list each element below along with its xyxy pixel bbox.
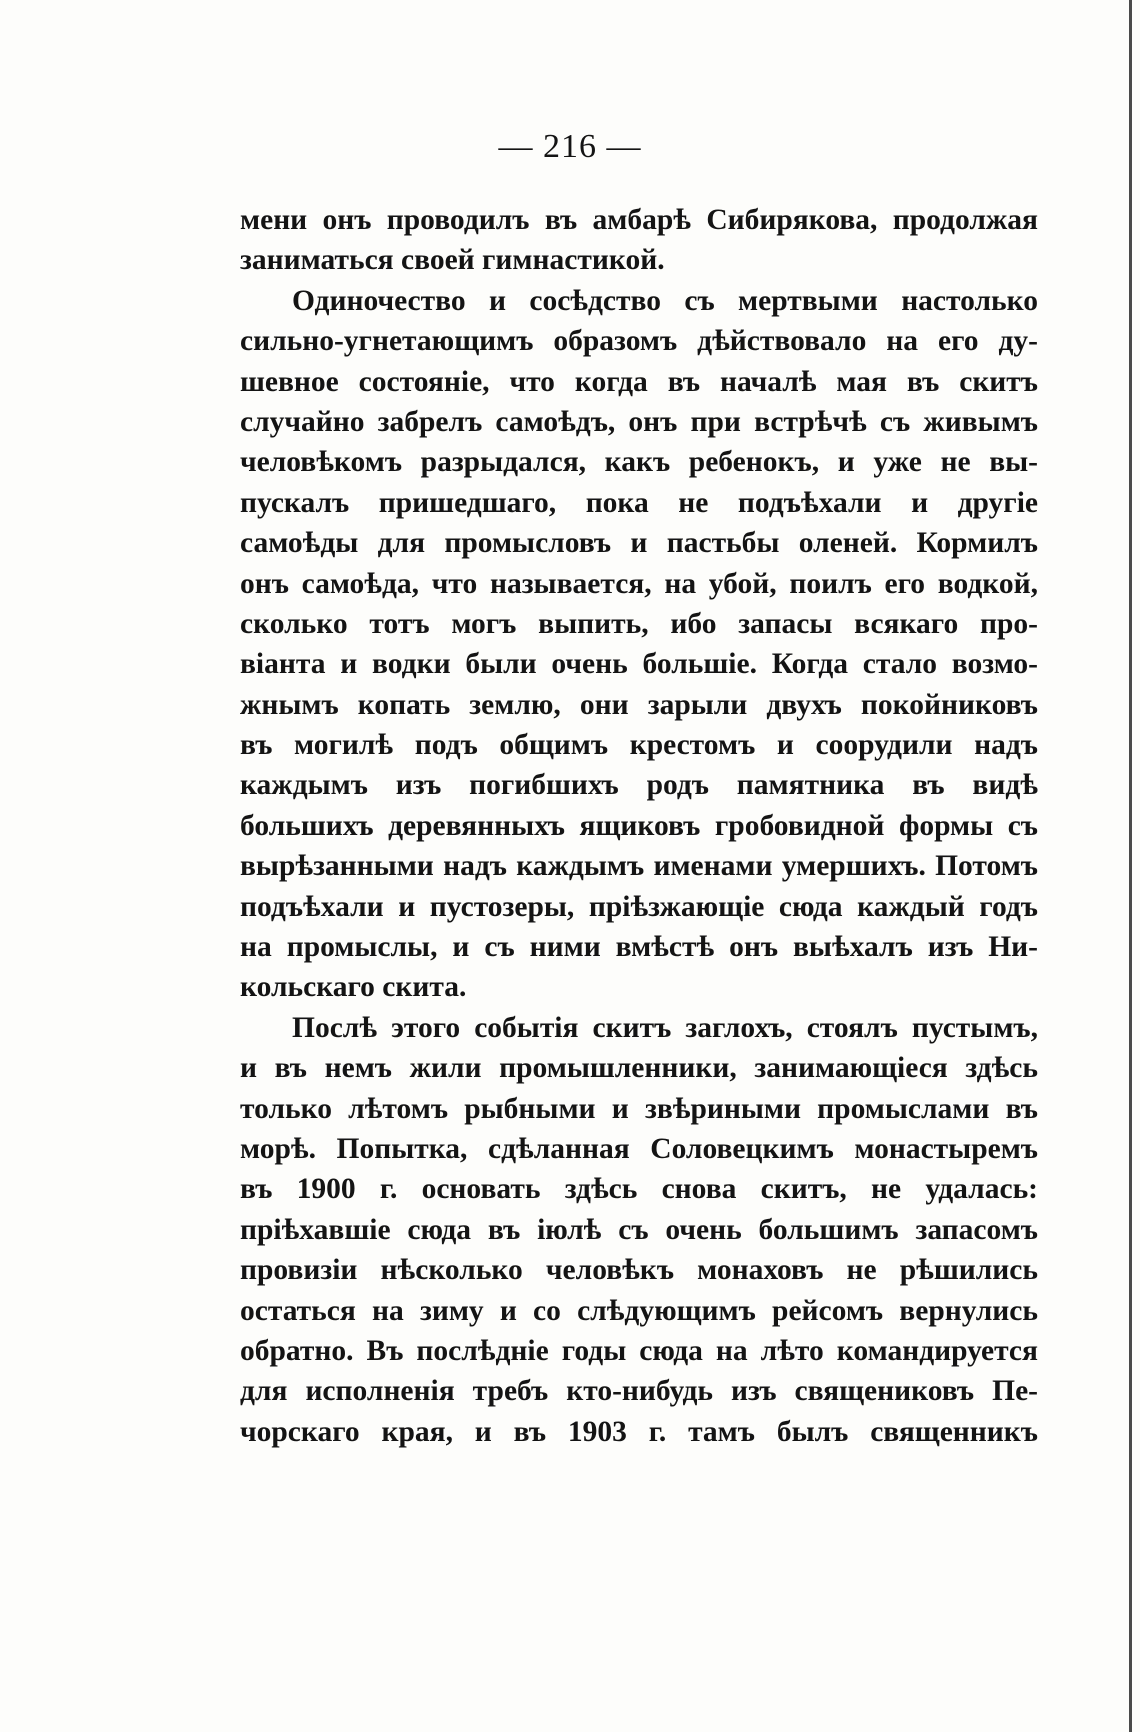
text-line: Одиночество и сосѣдство съ мертвыми настолько: [292, 284, 1038, 317]
page-number: — 216 —: [498, 128, 642, 165]
text-line: и въ немъ жили промышленники, занимающіеся здѣсь: [240, 1052, 1038, 1085]
text-line: самоѣды для промысловъ и пастьбы оленей. Кормилъ: [240, 527, 1038, 560]
text-line: случайно забрелъ самоѣдъ, онъ при встрѣчѣ съ живымъ: [240, 405, 1038, 438]
body-text: [240, 200, 1038, 1452]
text-line: сколько тотъ могъ выпить, ибо запасы всякаго про-: [240, 607, 1038, 640]
text-line: мени онъ проводилъ въ амбарѣ Сибирякова, продолжая: [240, 204, 1038, 236]
text-line: сильно-угнетающимъ образомъ дѣйствовало на его ду-: [240, 325, 1038, 358]
text-line: жнымъ копать землю, они зарыли двухъ покойниковъ: [240, 688, 1038, 721]
text-line: пускалъ пришедшаго, пока не подъѣхали и другіе: [240, 486, 1038, 519]
text-line: морѣ. Попытка, сдѣланная Соловецкимъ монастыремъ: [240, 1132, 1038, 1165]
text-line: провизіи нѣсколько человѣкъ монаховъ не рѣшились: [240, 1254, 1038, 1287]
text-line: подъѣхали и пустозеры, пріѣзжающіе сюда каждый годъ: [240, 890, 1038, 923]
text-line: кольскаго скита.: [240, 971, 467, 1004]
text-line: онъ самоѣда, что называется, на убой, поилъ его водкой,: [240, 567, 1038, 600]
text-line: шевное состояніе, что когда въ началѣ мая въ скитъ: [240, 365, 1038, 398]
text-line: віанта и водки были очень большіе. Когда стало возмо-: [240, 648, 1038, 681]
text-line: въ 1900 г. основать здѣсь снова скитъ, не удалась:: [240, 1173, 1038, 1206]
text-line: заниматься своей гимнастикой.: [240, 244, 665, 277]
text-line: человѣкомъ разрыдался, какъ ребенокъ, и уже не вы-: [240, 446, 1038, 479]
text-line: обратно. Въ послѣдніе годы сюда на лѣто командируется: [240, 1334, 1038, 1367]
text-line: Послѣ этого событія скитъ заглохъ, стоялъ пустымъ,: [292, 1011, 1038, 1044]
text-line: для исполненія требъ кто-нибудь изъ священиковъ Пе-: [240, 1375, 1038, 1408]
text-line: каждымъ изъ погибшихъ родъ памятника въ видѣ: [240, 769, 1038, 802]
text-line: только лѣтомъ рыбными и звѣриными промыслами въ: [240, 1092, 1038, 1125]
text-line: вырѣзанными надъ каждымъ именами умершихъ. Потомъ: [240, 850, 1038, 883]
text-line: на промыслы, и съ ними вмѣстѣ онъ выѣхалъ изъ Ни-: [240, 931, 1038, 964]
page-edge-line: [1129, 0, 1132, 1732]
text-line: пріѣхавшіе сюда въ іюлѣ съ очень большимъ запасомъ: [240, 1213, 1038, 1246]
text-line: въ могилѣ подъ общимъ крестомъ и соорудили надъ: [240, 729, 1038, 762]
text-line: большихъ деревянныхъ ящиковъ гробовидной формы съ: [240, 809, 1038, 842]
text-line: чорскаго края, и въ 1903 г. тамъ былъ священникъ: [240, 1415, 1038, 1448]
text-line: остаться на зиму и со слѣдующимъ рейсомъ вернулись: [240, 1294, 1038, 1327]
